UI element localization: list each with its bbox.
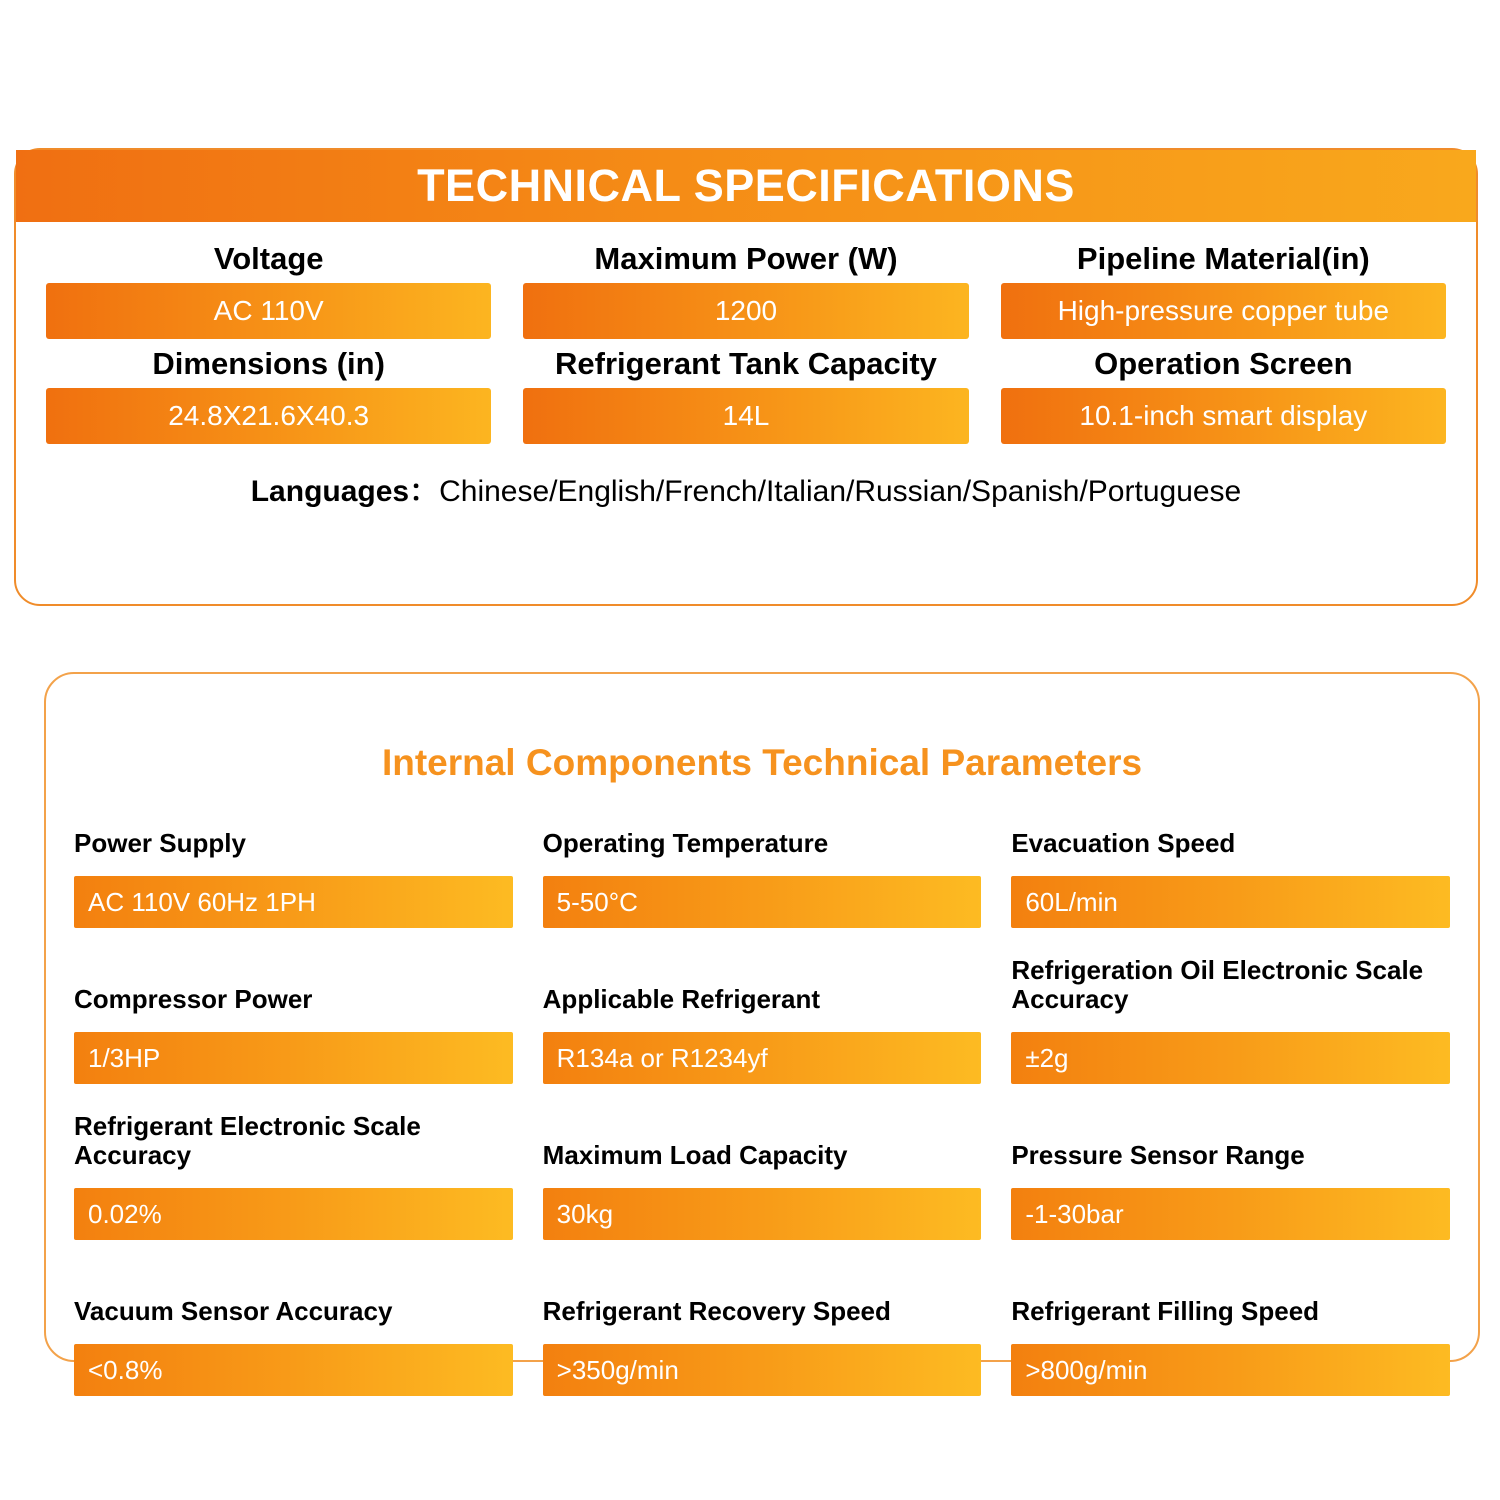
- specs-row-2-values: [46, 388, 1446, 444]
- technical-specifications-body: [16, 222, 1476, 514]
- int-value-applicable-refrigerant: R134a or R1234yf: [543, 1032, 982, 1084]
- int-value-evacuation-speed: 60L/min: [1011, 876, 1450, 928]
- technical-specifications-header: [16, 150, 1476, 222]
- internal-row-2-labels: [74, 954, 1450, 1018]
- int-label-refrigerant-electronic-scale-accuracy: Refrigerant Electronic Scale Accuracy: [74, 1111, 421, 1171]
- languages-label: Languages：: [250, 475, 440, 509]
- specs-row-1-values: [46, 283, 1446, 339]
- spec-label-maximum-power: Maximum Power (W): [594, 241, 898, 276]
- spec-value-refrigerant-tank-capacity: 14L: [523, 388, 968, 444]
- spec-value-operation-screen: 10.1-inch smart display: [1001, 388, 1446, 444]
- languages-row: [46, 474, 1446, 514]
- specs-row-1-labels: [46, 234, 1446, 283]
- int-label-vacuum-sensor-accuracy: Vacuum Sensor Accuracy: [74, 1295, 393, 1326]
- int-label-operating-temperature: Operating Temperature: [542, 827, 829, 858]
- internal-components-card: [44, 672, 1480, 1385]
- internal-row-1-labels: [74, 798, 1450, 862]
- spec-label-refrigerant-tank-capacity: Refrigerant Tank Capacity: [555, 346, 937, 382]
- int-value-maximum-load-capacity: 30kg: [543, 1188, 982, 1240]
- specs-row-2-labels: [46, 339, 1446, 388]
- int-label-applicable-refrigerant: Applicable Refrigerant: [542, 983, 821, 1014]
- int-value-refrigeration-oil-electronic-scale-accuracy: ±2g: [1011, 1032, 1450, 1084]
- internal-row-2-values: [74, 1032, 1450, 1096]
- int-label-refrigerant-recovery-speed: Refrigerant Recovery Speed: [542, 1295, 891, 1326]
- int-value-compressor-power: 1/3HP: [74, 1032, 513, 1084]
- internal-row-3-values: [74, 1188, 1450, 1252]
- int-label-refrigerant-filling-speed: Refrigerant Filling Speed: [1011, 1295, 1320, 1326]
- internal-row-4-values: [74, 1344, 1450, 1408]
- int-label-compressor-power: Compressor Power: [74, 983, 313, 1014]
- spec-label-dimensions: Dimensions (in): [152, 346, 385, 382]
- languages-value: Chinese/English/French/Italian/Russian/Spanish/Portuguese: [439, 475, 1242, 509]
- spec-label-pipeline-material: Pipeline Material(in): [1076, 241, 1370, 276]
- int-value-refrigerant-recovery-speed: >350g/min: [543, 1344, 982, 1396]
- int-value-power-supply: AC 110V 60Hz 1PH: [74, 876, 513, 928]
- int-label-evacuation-speed: Evacuation Speed: [1011, 827, 1236, 858]
- int-value-refrigerant-electronic-scale-accuracy: 0.02%: [74, 1188, 513, 1240]
- int-label-power-supply: Power Supply: [74, 827, 246, 858]
- spec-label-voltage: Voltage: [213, 241, 324, 276]
- int-value-operating-temperature: 5-50°C: [543, 876, 982, 928]
- internal-row-4-labels: [74, 1266, 1450, 1330]
- internal-row-3-labels: [74, 1110, 1450, 1174]
- int-value-refrigerant-filling-speed: >800g/min: [1011, 1344, 1450, 1396]
- internal-components-title: Internal Components Technical Parameters: [381, 742, 1143, 783]
- int-value-vacuum-sensor-accuracy: <0.8%: [74, 1344, 513, 1396]
- int-label-maximum-load-capacity: Maximum Load Capacity: [542, 1139, 848, 1170]
- int-value-pressure-sensor-range: -1-30bar: [1011, 1188, 1450, 1240]
- int-label-pressure-sensor-range: Pressure Sensor Range: [1011, 1139, 1305, 1170]
- spec-label-operation-screen: Operation Screen: [1094, 346, 1353, 382]
- int-label-refrigeration-oil-electronic-scale-accuracy: Refrigeration Oil Electronic Scale Accuracy: [1011, 955, 1424, 1015]
- spec-value-dimensions: 24.8X21.6X40.3: [46, 388, 491, 444]
- technical-specifications-card: [14, 148, 1478, 606]
- technical-specifications-title: TECHNICAL SPECIFICATIONS: [417, 160, 1075, 211]
- spec-value-maximum-power: 1200: [523, 283, 968, 339]
- internal-row-1-values: [74, 876, 1450, 940]
- spec-value-voltage: AC 110V: [46, 283, 491, 339]
- spec-value-pipeline-material: High-pressure copper tube: [1001, 283, 1446, 339]
